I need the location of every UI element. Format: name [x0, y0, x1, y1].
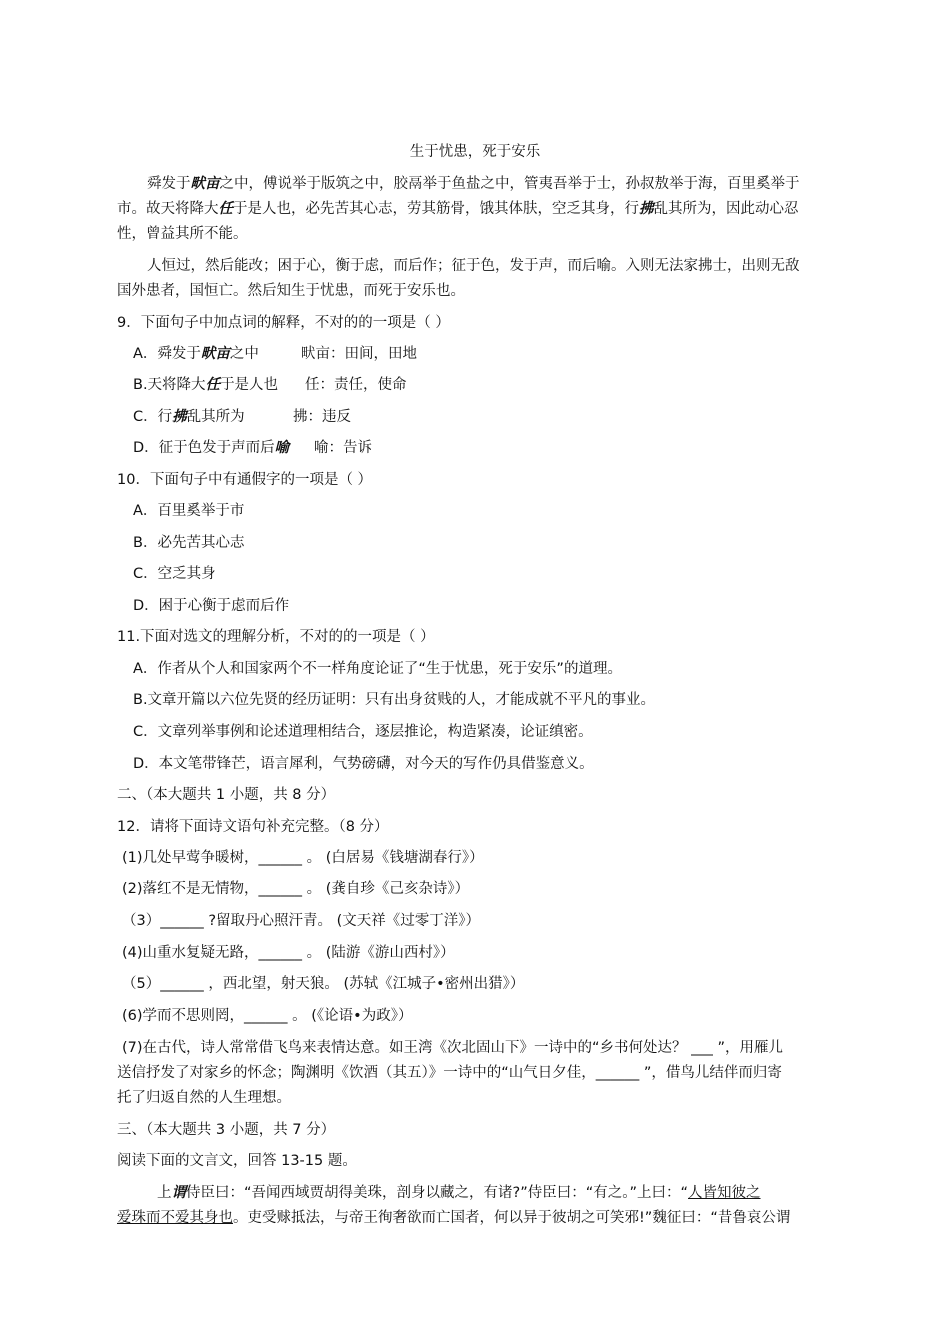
section-2-heading: 二、（本大题共 1 小题，共 8 分） — [117, 787, 336, 803]
q12-item-6: (6)学而不思则罔，______ 。 (《论语•为政》） — [122, 1008, 413, 1024]
q12-item-7-line-2: 送信抒发了对家乡的怀念；陶渊明《饮酒（其五）》一诗中的“山气日夕佳，______ ”，借鸟儿结伴而归寄 — [117, 1065, 782, 1081]
q10-option-c: C．空乏其身 — [133, 566, 216, 582]
passage-line-1: 舜发于畎亩之中，傅说举于版筑之中，胶鬲举于鱼盐之中，管夷吾举于士，孙叔敖举于海，百里奚举于 — [147, 176, 800, 192]
q12-item-1: (1)几处早莺争暖树，______ 。 (白居易《钱塘湖春行》） — [122, 850, 484, 866]
q9-option-c: C．行拂乱其所为 拂：违反 — [133, 409, 351, 425]
q10-option-b: B．必先苦其心志 — [133, 535, 245, 551]
passage-line-5: 国外患者，国恒亡。然后知生于忧患，而死于安乐也。 — [117, 283, 465, 299]
passage2-line-1: 上谓侍臣曰：“吾闻西域贾胡得美珠，剖身以藏之，有诸?”侍臣曰：“有之。”上曰：“人皆知彼之 — [157, 1185, 761, 1201]
q12-item-3: （3）______ ?留取丹心照汗青。 (文天祥《过零丁洋》） — [122, 913, 481, 929]
passage-title: 生于忧患，死于安乐 — [409, 144, 541, 160]
q10-option-d: D．困于心衡于虑而后作 — [133, 598, 290, 614]
passage-line-4: 人恒过，然后能改；困于心，衡于虑，而后作；征于色，发于声，而后喻。入则无法家拂士，出则无敌 — [147, 258, 800, 274]
q11-option-c: C．文章列举事例和论述道理相结合，逐层推论，构造紧凑，论证缜密。 — [133, 724, 593, 740]
section-3-heading: 三、（本大题共 3 小题，共 7 分） — [117, 1122, 336, 1138]
q12-item-7-line-1: (7)在古代，诗人常常借飞鸟来表情达意。如王湾《次北固山下》一诗中的“乡书何处达？ ___ ”，用雁儿 — [122, 1040, 784, 1056]
reading-instruction: 阅读下面的文言文，回答 13-15 题。 — [117, 1153, 357, 1169]
q12-item-2: (2)落红不是无情物，______ 。 (龚自珍《己亥杂诗》） — [122, 881, 470, 897]
q11-stem: 11.下面对选文的理解分析，不对的的一项是（ ） — [117, 629, 435, 645]
passage2-line-2: 爱珠而不爱其身也。吏受赇抵法，与帝王徇奢欲而亡国者，何以异于彼胡之可笑邪!”魏征曰：“昔鲁哀公谓 — [117, 1210, 791, 1226]
q10-option-a: A．百里奚举于市 — [133, 503, 245, 519]
passage-line-2: 市。故天将降大任于是人也，必先苦其心志，劳其筋骨，饿其体肤，空乏其身，行拂乱其所为，因此动心忍 — [117, 201, 799, 217]
q12-item-7-line-3: 托了归返自然的人生理想。 — [117, 1090, 291, 1106]
q12-item-4: (4)山重水复疑无路，______ 。 (陆游《游山西村》） — [122, 945, 455, 961]
q10-stem: 10．下面句子中有通假字的一项是（ ） — [117, 472, 373, 488]
q12-item-5: （5）______ ，西北望，射天狼。 (苏轼《江城子•密州出猎》） — [122, 976, 525, 992]
q12-stem: 12．请将下面诗文语句补充完整。（8 分） — [117, 819, 389, 835]
q9-option-b: B.天将降大任于是人也 任：责任，使命 — [133, 377, 407, 393]
q9-stem: 9．下面句子中加点词的解释，不对的的一项是（ ） — [117, 315, 450, 331]
q11-option-a: A．作者从个人和国家两个不一样角度论证了“生于忧患，死于安乐”的道理。 — [133, 661, 622, 677]
q11-option-d: D．本文笔带锋芒，语言犀利，气势磅礴，对今天的写作仍具借鉴意义。 — [133, 756, 594, 772]
q9-option-d: D．征于色发于声而后喻 喻：告诉 — [133, 440, 372, 456]
q9-option-a: A．舜发于畎亩之中 畎亩：田间，田地 — [133, 346, 417, 362]
passage-line-3: 性，曾益其所不能。 — [117, 226, 248, 242]
q11-option-b: B.文章开篇以六位先贤的经历证明：只有出身贫贱的人，才能成就不平凡的事业。 — [133, 692, 656, 708]
